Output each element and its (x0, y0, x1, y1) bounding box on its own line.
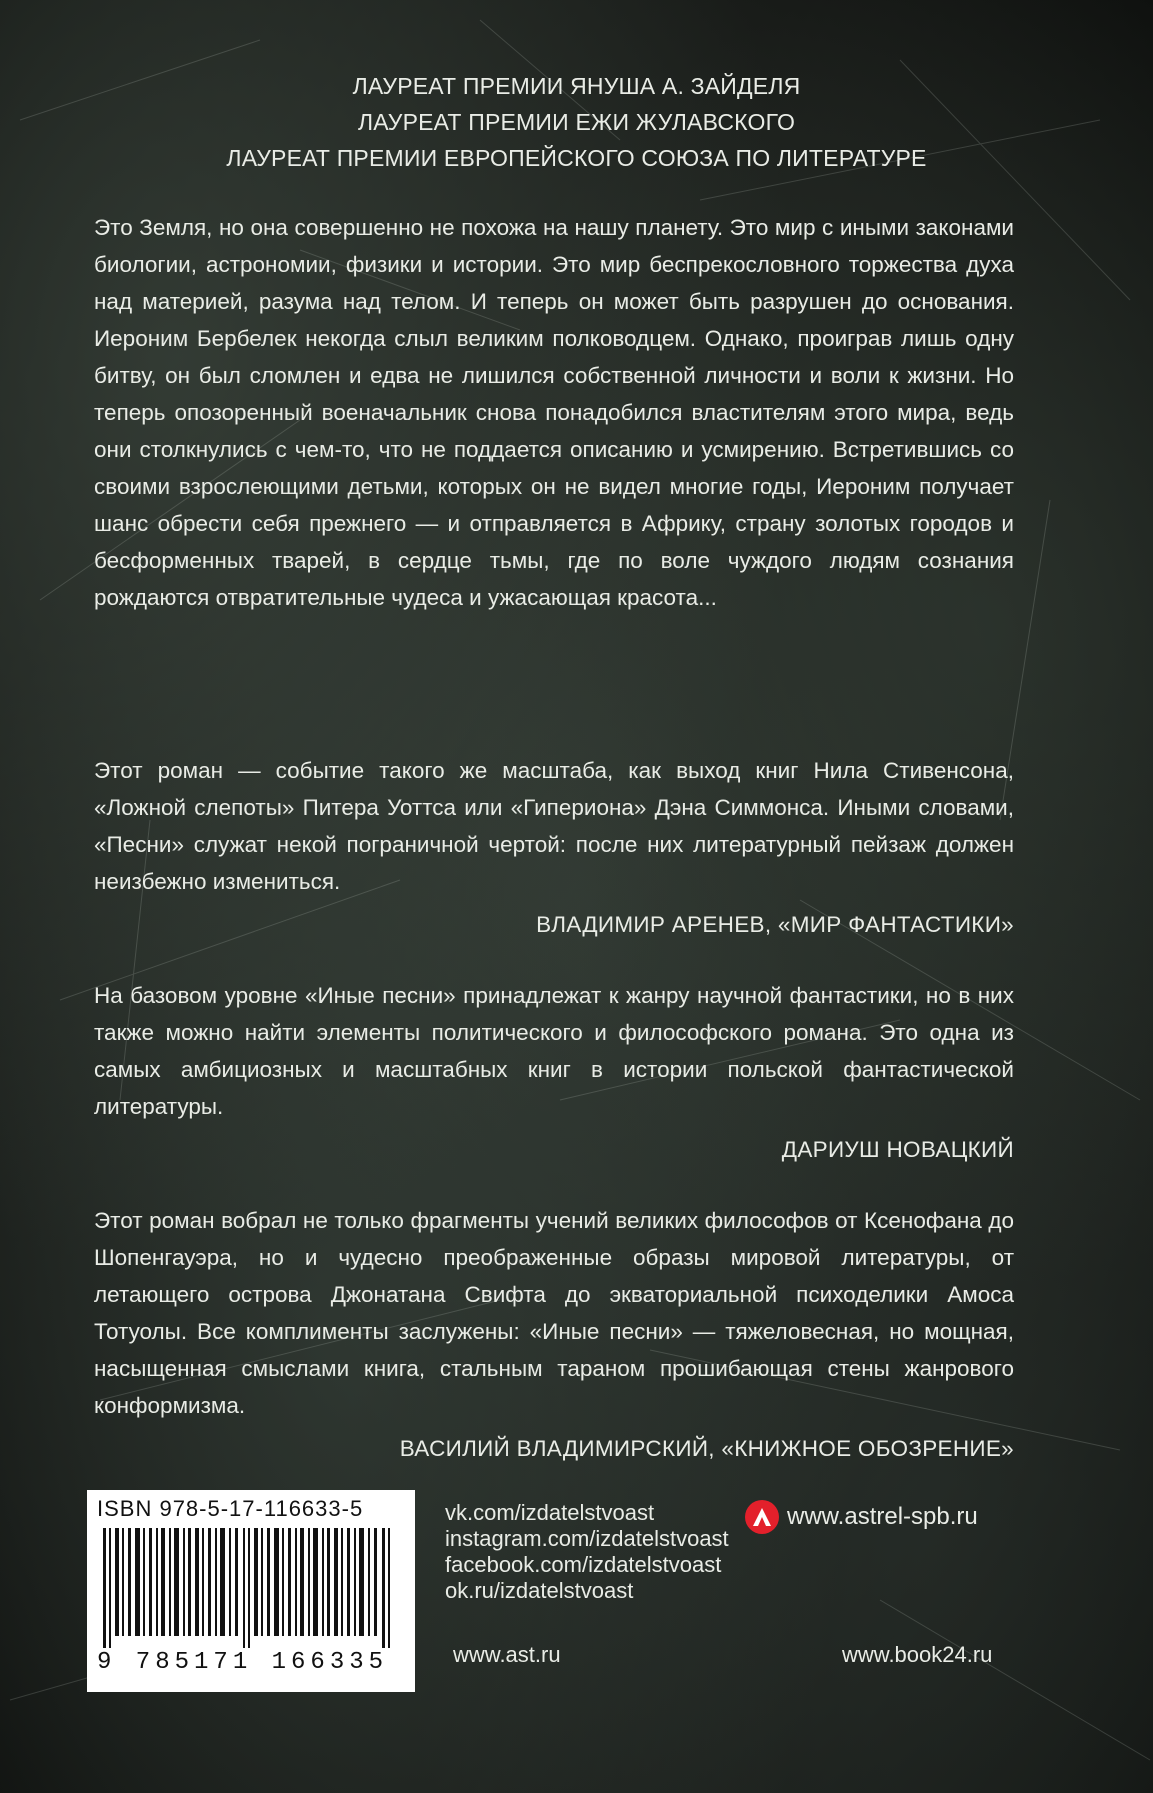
quote-author: ВЛАДИМИР АРЕНЕВ, «МИР ФАНТАСТИКИ» (536, 912, 1014, 937)
ast-site-link[interactable]: www.ast.ru (453, 1642, 561, 1667)
quote-text: Этот роман вобрал не только фрагменты учений великих философов от Ксенофана до Шопенгауэра, но и чудесно преображенные образы мировой литературы, от летающего острова Джонатана Свифта до экваториальной психоделики Амоса Тотуолы. Все комплименты заслужены: «Иные песни» — тяжеловесная, но мощная, насыщенная смыслами книга, стальным тараном прошибающая стены жанрового конформизма. (94, 1208, 1014, 1418)
isbn-label: ISBN 978-5-17-116633-5 (97, 1496, 364, 1521)
award-line: ЛАУРЕАТ ПРЕМИИ ЕЖИ ЖУЛАВСКОГО (357, 109, 796, 135)
review-quote (94, 752, 1014, 943)
astrel-link[interactable] (745, 1500, 978, 1534)
awards-block (0, 68, 1153, 176)
review-quote (94, 977, 1014, 1168)
book24-link[interactable]: www.book24.ru (842, 1642, 993, 1667)
quote-text: Этот роман — событие такого же масштаба, как выход книг Нила Стивенсона, «Ложной слепоты» Питера Уоттса или «Гипериона» Дэна Симмонса. Иными словами, «Песни» служат некой пограничной чертой: после них литературный пейзаж должен неизбежно измениться. (94, 758, 1014, 894)
instagram-link[interactable]: instagram.com/izdatelstvoast (445, 1526, 729, 1551)
facebook-link[interactable]: facebook.com/izdatelstvoast (445, 1552, 722, 1577)
quote-author: ВАСИЛИЙ ВЛАДИМИРСКИЙ, «КНИЖНОЕ ОБОЗРЕНИЕ» (399, 1436, 1014, 1461)
award-line: ЛАУРЕАТ ПРЕМИИ ЕВРОПЕЙСКОГО СОЮЗА ПО ЛИТЕРАТУРЕ (226, 145, 927, 171)
barcode-bars (97, 1528, 405, 1648)
astrel-logo-icon (745, 1500, 779, 1534)
quote-author: ДАРИУШ НОВАЦКИЙ (781, 1137, 1014, 1162)
barcode-number: 9 785171 166335 (97, 1649, 389, 1676)
vk-link[interactable]: vk.com/izdatelstvoast (445, 1500, 655, 1525)
astrel-site-label: www.astrel-spb.ru (787, 1503, 978, 1530)
description-text: Это Земля, но она совершенно не похожа на нашу планету. Это мир с иными законами биологии, астрономии, физики и истории. Это мир беспрекословного торжества духа над материей, разума над телом. И теперь он может быть разрушен до основания. Иероним Бербелек некогда слыл великим полководцем. Однако, проиграв лишь одну битву, он был сломлен и едва не лишился собственной личности и воли к жизни. Но теперь опозоренный военачальник снова понадобился властителям этого мира, ведь они столкнулись с чем-то, что не поддается описанию и усмирению. Встретившись со своими взрослеющими детьми, которых он не видел многие годы, Иероним получает шанс обрести себя прежнего — и отправляется в Африку, страну золотых городов и бесформенных тварей, в сердце тьмы, где по воле чуждого людям сознания рождаются отвратительные чудеса и ужасающая красота... (94, 215, 1014, 610)
social-links (445, 1500, 729, 1604)
ok-link[interactable]: ok.ru/izdatelstvoast (445, 1578, 634, 1603)
award-line: ЛАУРЕАТ ПРЕМИИ ЯНУША А. ЗАЙДЕЛЯ (352, 73, 801, 99)
book-description (94, 209, 1014, 616)
isbn-barcode (87, 1490, 415, 1692)
quote-text: На базовом уровне «Иные песни» принадлежат к жанру научной фантастики, но в них также можно найти элементы политического и философского романа. Это одна из самых амбициозных и масштабных книг в истории польской фантастической литературы. (94, 983, 1014, 1119)
review-quote (94, 1202, 1014, 1467)
